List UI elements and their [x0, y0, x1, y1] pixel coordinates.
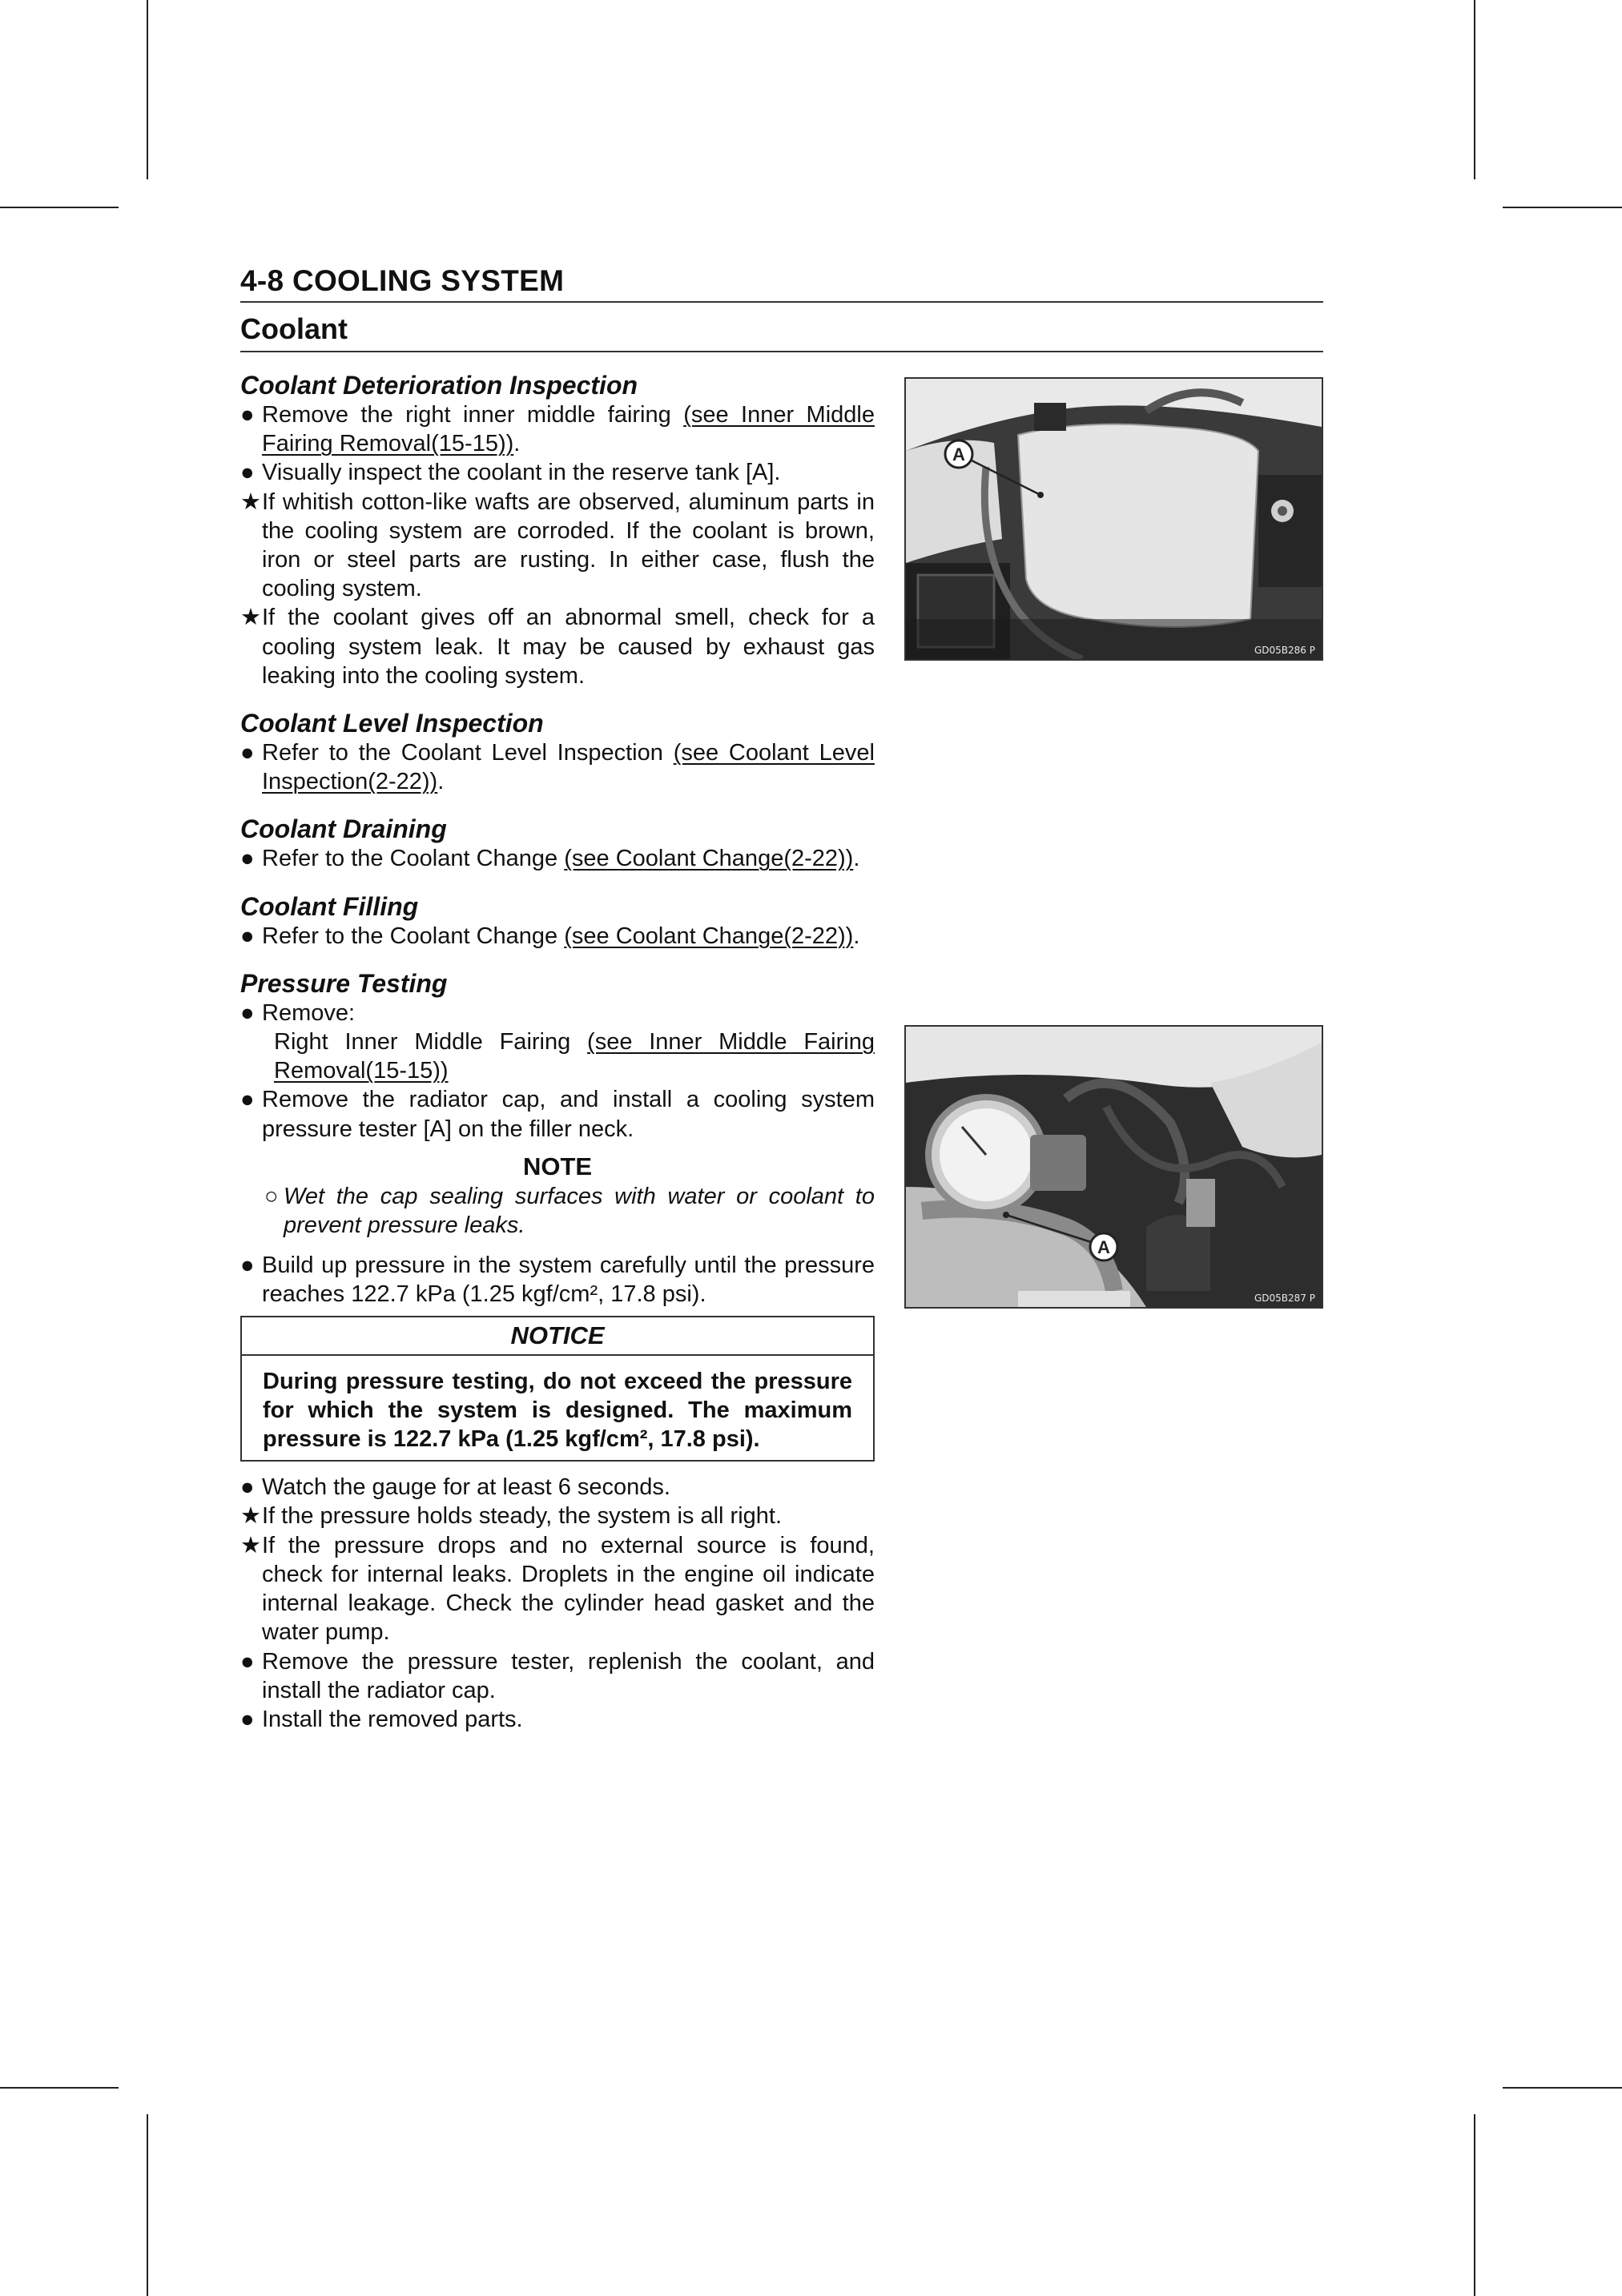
cross-reference-link[interactable]: (see Inner Middle Fairing Removal(15-15)) — [262, 402, 875, 457]
bullet-marker: ● — [240, 740, 255, 766]
star-marker: ★ — [240, 1532, 261, 1558]
list-item: ● Remove the right inner middle fairing (see Inner Middle Fairing Removal(15-15)). — [240, 402, 875, 457]
list-item: ● Build up pressure in the system carefully until the pressure reaches 122.7 kPa (1.25 kgf/cm², 17.8 psi). — [240, 1253, 875, 1308]
chapter-title: 4-8 COOLING SYSTEM — [240, 264, 1323, 303]
heading-level: Coolant Level Inspection — [240, 709, 544, 738]
reserve-tank-photo — [904, 377, 1323, 661]
heading-draining: Coolant Draining — [240, 814, 447, 844]
crop-mark — [1503, 207, 1622, 208]
figure-callout: A — [1097, 1237, 1110, 1257]
note-text: ○ Wet the cap sealing surfaces with water or coolant to prevent pressure leaks. — [264, 1183, 875, 1239]
bullet-marker: ● — [240, 846, 255, 872]
list-item: ★ If the pressure holds steady, the system is all right. — [240, 1502, 875, 1530]
list-item: ★ If whitish cotton-like wafts are observed, aluminum parts in the cooling system are corroded. If the coolant is brown, iron or steel parts are rusting. In either case, flush the cooling system. — [240, 489, 875, 602]
notice-text: During pressure testing, do not exceed the pressure for which the system is designed. The maximum pressure is 122.7 kPa (1.25 kgf/cm², 17.8 psi). — [263, 1368, 852, 1453]
figure-code: GD05B287 P — [1254, 1293, 1315, 1304]
list-item: ● Remove: — [240, 999, 875, 1027]
section-title: Coolant — [240, 312, 1323, 352]
crop-mark — [147, 0, 148, 179]
heading-pressure-testing: Pressure Testing — [240, 968, 448, 998]
crop-mark — [1474, 0, 1475, 179]
star-marker: ★ — [240, 1503, 261, 1530]
list-item: ● Refer to the Coolant Change (see Coolant Change(2-22)). — [240, 844, 875, 873]
heading-filling: Coolant Filling — [240, 891, 419, 921]
list-item: ● Visually inspect the coolant in the reserve tank [A]. — [240, 458, 875, 487]
crop-mark — [0, 207, 119, 208]
pressure-tester-photo — [904, 1025, 1323, 1309]
star-marker: ★ — [240, 605, 261, 631]
notice-box — [240, 1316, 875, 1462]
list-item: ● Watch the gauge for at least 6 seconds. — [240, 1473, 875, 1502]
bullet-marker: ● — [240, 1253, 255, 1279]
crop-mark — [0, 2087, 119, 2089]
crop-mark — [1503, 2087, 1622, 2089]
bullet-marker: ● — [240, 460, 255, 486]
bullet-marker: ● — [240, 1648, 255, 1675]
list-item: ● Remove the radiator cap, and install a cooling system pressure tester [A] on the filler neck. — [240, 1087, 875, 1142]
cross-reference-link[interactable]: (see Coolant Level Inspection(2-22)) — [262, 740, 875, 795]
reserve-tank-illustration — [906, 379, 1322, 659]
page-header — [240, 264, 1323, 352]
figure-code: GD05B286 P — [1254, 645, 1315, 656]
list-item: ● Refer to the Coolant Change (see Coolant Change(2-22)). — [240, 922, 875, 951]
cross-reference-link[interactable]: (see Coolant Change(2-22)) — [564, 923, 854, 949]
bullet-marker: ● — [240, 923, 255, 949]
crop-mark — [1474, 2114, 1475, 2296]
text-column — [240, 370, 875, 1734]
figure-callout: A — [952, 444, 965, 464]
notice-title: NOTICE — [242, 1317, 873, 1356]
list-item: ★ If the pressure drops and no external source is found, check for internal leaks. Droplets in the engine oil indicate internal leakage. Check the cylinder head gasket and the water pump. — [240, 1532, 875, 1646]
list-item: ● Refer to the Coolant Level Inspection (see Coolant Level Inspection(2-22)). — [240, 740, 875, 795]
cross-reference-link[interactable]: (see Inner Middle Fairing Removal(15-15)) — [274, 1029, 875, 1084]
bullet-marker: ● — [240, 1706, 255, 1732]
note-title: NOTE — [522, 1152, 593, 1180]
crop-mark — [147, 2114, 148, 2296]
cross-reference-link[interactable]: (see Coolant Change(2-22)) — [564, 846, 854, 872]
list-item: ● Install the removed parts. — [240, 1705, 875, 1734]
star-marker: ★ — [240, 489, 261, 515]
heading-deterioration: Coolant Deterioration Inspection — [240, 371, 638, 400]
bullet-marker: ● — [240, 1087, 255, 1113]
sub-list-item: Right Inner Middle Fairing (see Inner Middle Fairing Removal(15-15)) — [274, 1029, 875, 1084]
bullet-marker: ● — [240, 402, 255, 428]
pressure-tester-illustration — [906, 1027, 1322, 1307]
bullet-marker: ● — [240, 1474, 255, 1501]
list-item: ● Remove the pressure tester, replenish the coolant, and install the radiator cap. — [240, 1648, 875, 1703]
circle-marker: ○ — [264, 1183, 279, 1209]
list-item: ★ If the coolant gives off an abnormal smell, check for a cooling system leak. It may be caused by exhaust gas leaking into the cooling system. — [240, 605, 875, 689]
bullet-marker: ● — [240, 999, 255, 1026]
